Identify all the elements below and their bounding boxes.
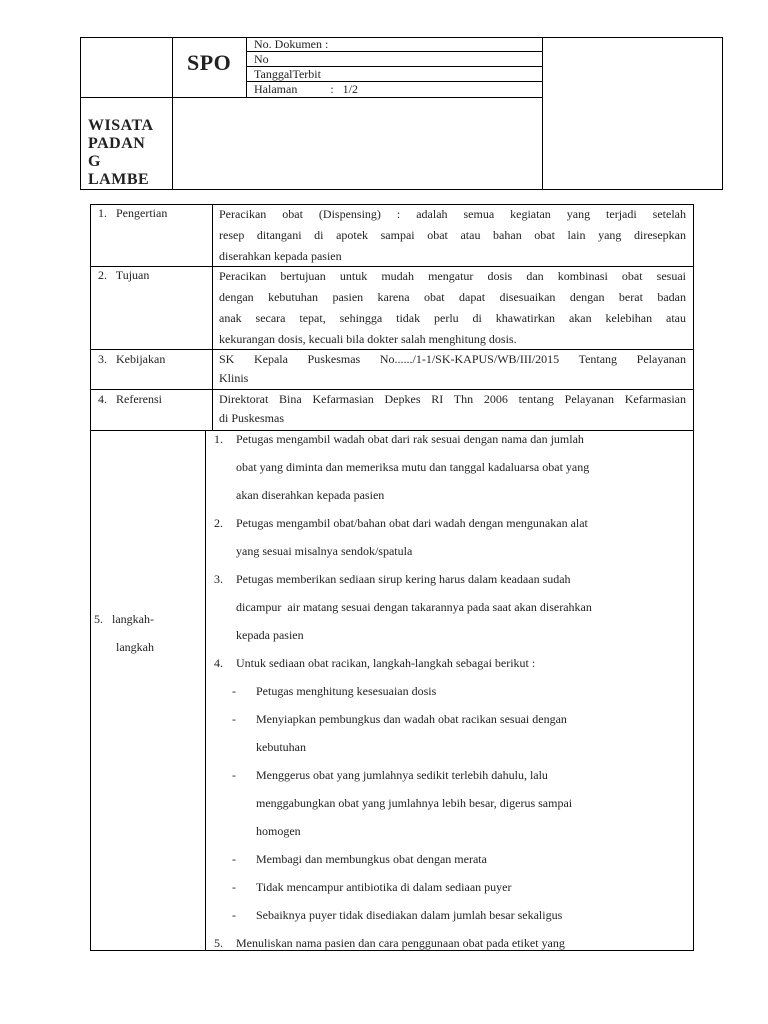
row-label-langkah: 5. langkah-	[94, 612, 154, 626]
text-line: resep ditangani di apotek sampai obat atau bahan obat lain yang diresepkan	[219, 228, 686, 242]
table-row-divider	[90, 430, 694, 431]
text-line: di Puskesmas	[219, 411, 285, 425]
document-header-table	[80, 37, 723, 190]
substep-bullet: -	[232, 712, 236, 726]
organization-name-line: LAMBE	[88, 171, 150, 188]
text-line: Peracikan bertujuan untuk mudah mengatur dosis dan kombinasi obat sesuai	[219, 269, 686, 283]
header-divider	[80, 97, 542, 98]
step-text: Petugas memberikan sediaan sirup kering harus dalam keadaan sudah	[236, 572, 571, 586]
header-field-no: No	[254, 52, 269, 66]
step-text: yang sesuai misalnya sendok/spatula	[236, 544, 413, 558]
organization-name-line: G	[88, 153, 101, 170]
substep-text: Menyiapkan pembungkus dan wadah obat racikan sesuai dengan	[256, 712, 567, 726]
text-line: dengan kebutuhan pasien karena obat dapat disesuaikan dengan berat badan	[219, 290, 686, 304]
row-content-pengertian	[219, 204, 686, 267]
step-text: Untuk sediaan obat racikan, langkah-langkah sebagai berikut :	[236, 656, 536, 670]
substep-text: homogen	[256, 824, 301, 838]
row-content-kebijakan	[219, 349, 686, 387]
text-line: anak secara tepat, sehingga tidak perlu di khawatirkan akan kelebihan atau	[219, 311, 686, 325]
step-text: Petugas mengambil obat/bahan obat dari wadah dengan mengunakan alat	[236, 516, 588, 530]
text-line: Klinis	[219, 371, 249, 385]
row-content-tujuan	[219, 266, 686, 350]
step-number: 3.	[214, 572, 223, 586]
text-line: Direktorat Bina Kefarmasian Depkes RI Thn 2006 tentang Pelayanan Kefarmasian	[219, 392, 686, 406]
step-number: 4.	[214, 656, 223, 670]
step-number: 5.	[214, 936, 223, 950]
row-label-tujuan: 2. Tujuan	[98, 268, 150, 282]
row-content-referensi	[219, 389, 686, 427]
substep-text: Sebaiknya puyer tidak disediakan dalam jumlah besar sekaligus	[256, 908, 563, 922]
step-text: dicampur air matang sesuai dengan takarannya pada saat akan diserahkan	[236, 600, 592, 614]
table-column-divider	[212, 204, 213, 430]
row-label-langkah-cont: langkah	[116, 640, 154, 654]
organization-name	[88, 117, 154, 189]
text-line: SK Kepala Puskesmas No....../1-1/SK-KAPUS/WB/III/2015 Tentang Pelayanan	[219, 352, 686, 366]
text-line: kekurangan dosis, kecuali bila dokter salah menghitung dosis.	[219, 332, 517, 346]
substep-bullet: -	[232, 684, 236, 698]
step-text: Petugas mengambil wadah obat dari rak sesuai dengan nama dan jumlah	[236, 432, 584, 446]
spo-title: SPO	[187, 50, 232, 75]
organization-name-line: PADAN	[88, 135, 146, 152]
substep-text: Menggerus obat yang jumlahnya sedikit terlebih dahulu, lalu	[256, 768, 548, 782]
substep-bullet: -	[232, 768, 236, 782]
step-number: 1.	[214, 432, 223, 446]
substep-bullet: -	[232, 908, 236, 922]
text-line: Peracikan obat (Dispensing) : adalah semua kegiatan yang terjadi setelah	[219, 207, 686, 221]
substep-bullet: -	[232, 880, 236, 894]
substep-bullet: -	[232, 852, 236, 866]
substep-text: Petugas menghitung kesesuaian dosis	[256, 684, 437, 698]
substep-text: Membagi dan membungkus obat dengan merata	[256, 852, 487, 866]
header-field-tanggal-terbit: TanggalTerbit	[254, 67, 321, 81]
row-label-referensi: 4. Referensi	[98, 392, 162, 406]
step-text: obat yang diminta dan memeriksa mutu dan tanggal kadaluarsa obat yang	[236, 460, 590, 474]
header-divider	[246, 37, 247, 97]
header-field-halaman: Halaman : 1/2	[254, 82, 358, 96]
substep-text: kebutuhan	[256, 740, 306, 754]
step-text: Menuliskan nama pasien dan cara penggunaan obat pada etiket yang	[236, 936, 565, 950]
header-divider	[172, 37, 173, 190]
step-text: akan diserahkan kepada pasien	[236, 488, 385, 502]
row-label-pengertian: 1. Pengertian	[98, 206, 168, 220]
header-divider	[542, 37, 543, 190]
step-text: kepada pasien	[236, 628, 304, 642]
table-column-divider	[205, 430, 206, 951]
text-line: diserahkan kepada pasien	[219, 249, 342, 263]
row-label-kebijakan: 3. Kebijakan	[98, 352, 166, 366]
header-field-no-dokumen: No. Dokumen :	[254, 37, 329, 51]
step-number: 2.	[214, 516, 223, 530]
organization-name-line: WISATA	[88, 117, 154, 134]
substep-text: menggabungkan obat yang jumlahnya lebih besar, digerus sampai	[256, 796, 573, 810]
substep-text: Tidak mencampur antibiotika di dalam sediaan puyer	[256, 880, 512, 894]
